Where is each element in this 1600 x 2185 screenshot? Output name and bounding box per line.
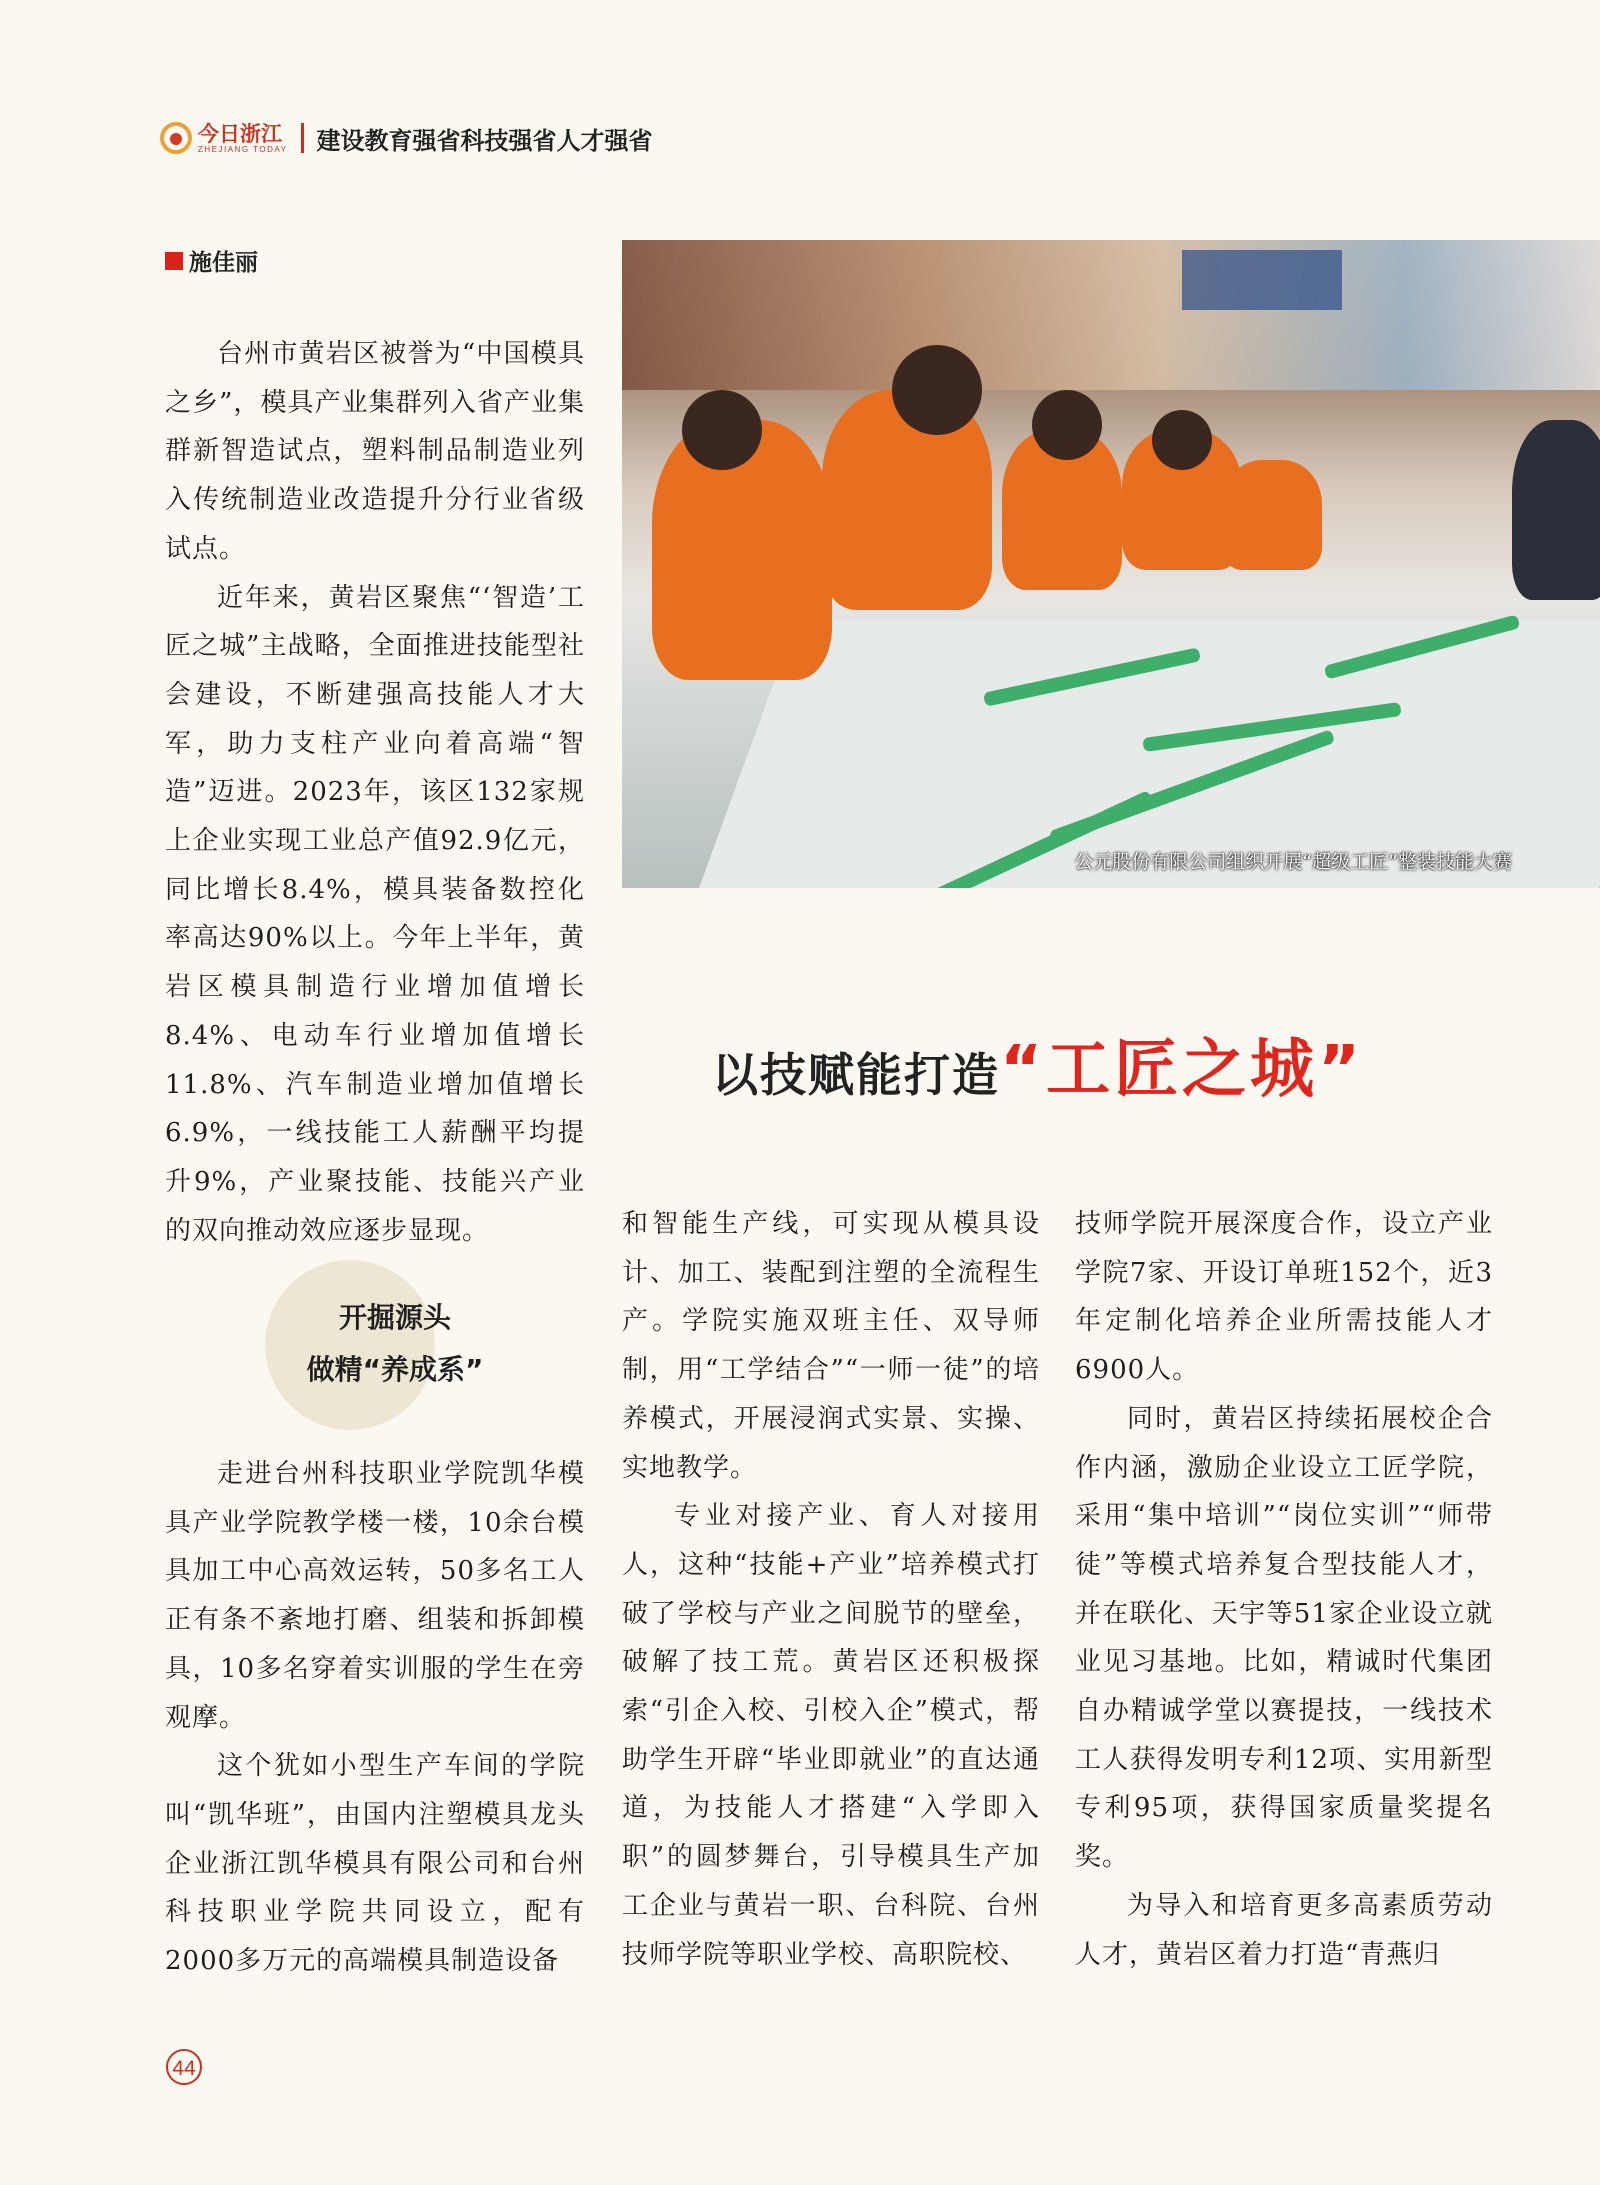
article-headline <box>712 1018 1364 1110</box>
logo-icon <box>160 122 192 154</box>
subheading-line-2: 做精“养成系” <box>306 1353 484 1386</box>
page-header <box>160 118 652 158</box>
header-divider <box>301 123 304 153</box>
paragraph: 台州市黄岩区被誉为“中国模具之乡”，模具产业集群列入省产业集群新智造试点，塑料制品制造业列入传统制造业改造提升分行业省级试点。 <box>165 339 585 564</box>
headline-highlight: “工匠之城” <box>1000 1033 1365 1107</box>
author-name: 施佳丽 <box>189 250 258 276</box>
author-byline <box>165 244 258 277</box>
column-1-bottom <box>165 1450 585 1986</box>
headline-main: 以技赋能打造 <box>712 1048 1000 1102</box>
column-3 <box>1075 1200 1493 1979</box>
subheading <box>245 1292 545 1396</box>
paragraph: 专业对接产业、育人对接用人，这种“技能+产业”培养模式打破了学校与产业之间脱节的壁垒，破解了技工荒。黄岩区还积极探索“引企入校、引校入企”模式，帮助学生开辟“毕业即就业”的直达通道，为技能人才搭建“入学即入职”的圆梦舞台，引导模具生产加工企业与黄岩一职、台科院、台州技师学院等职业学校、高职院校、 <box>622 1501 1040 1970</box>
logo-chinese: 今日浙江 <box>198 120 282 146</box>
paragraph: 同时，黄岩区持续拓展校企合作内涵，激励企业设立工匠学院，采用“集中培训”“岗位实训”“师带徒”等模式培养复合型技能人才，并在联化、天宇等51家企业设立就业见习基地。比如，精诚时代集团自办精诚学堂以赛提技，一线技术工人获得发明专利12项、实用新型专利95项，获得国家质量奖提名奖。 <box>1075 1403 1493 1873</box>
paragraph: 和智能生产线，可实现从模具设计、加工、装配到注塑的全流程生产。学院实施双班主任、双导师制，用“工学结合”“一师一徒”的培养模式，开展浸润式实景、实操、实地教学。 <box>622 1209 1040 1483</box>
photo-caption: 公元股份有限公司组织开展“超级工匠”整装技能大赛 <box>1074 851 1512 873</box>
column-2 <box>622 1200 1040 1979</box>
article-photo <box>622 240 1600 888</box>
column-1-top <box>165 330 585 1255</box>
publication-logo <box>160 122 287 154</box>
section-title: 建设教育强省科技强省人才强省 <box>316 126 653 155</box>
page-number: 44 <box>166 2049 202 2085</box>
paragraph: 这个犹如小型生产车间的学院叫“凯华班”，由国内注塑模具龙头企业浙江凯华模具有限公司和台州科技职业学院共同设立，配有2000多万元的高端模具制造设备 <box>165 1751 585 1977</box>
paragraph: 走进台州科技职业学院凯华模具产业学院教学楼一楼，10余台模具加工中心高效运转，50多名工人正有条不紊地打磨、组装和拆卸模具，10多名穿着实训服的学生在旁观摩。 <box>165 1459 585 1733</box>
paragraph: 技师学院开展深度合作，设立产业学院7家、开设订单班152个，近3年定制化培养企业所需技能人才6900人。 <box>1075 1209 1493 1386</box>
square-bullet-icon <box>165 252 183 270</box>
logo-english: ZHEJIANG TODAY <box>198 144 288 154</box>
subheading-line-1: 开掘源头 <box>338 1301 451 1334</box>
paragraph: 为导入和培育更多高素质劳动人才，黄岩区着力打造“青燕归 <box>1075 1890 1493 1970</box>
paragraph: 近年来，黄岩区聚焦“‘智造’工匠之城”主战略，全面推进技能型社会建设，不断建强高技能人才大军，助力支柱产业向着高端“智造”迈进。2023年，该区132家规上企业实现工业总产值92.9亿元，同比增长8.4%，模具装备数控化率高达90%以上。今年上半年，黄岩区模具制造行业增加值增长8.4%、电动车行业增加值增长11.8%、汽车制造业增加值增长6.9%，一线技能工人薪酬平均提升9%，产业聚技能、技能兴产业的双向推动效应逐步显现。 <box>165 582 585 1246</box>
